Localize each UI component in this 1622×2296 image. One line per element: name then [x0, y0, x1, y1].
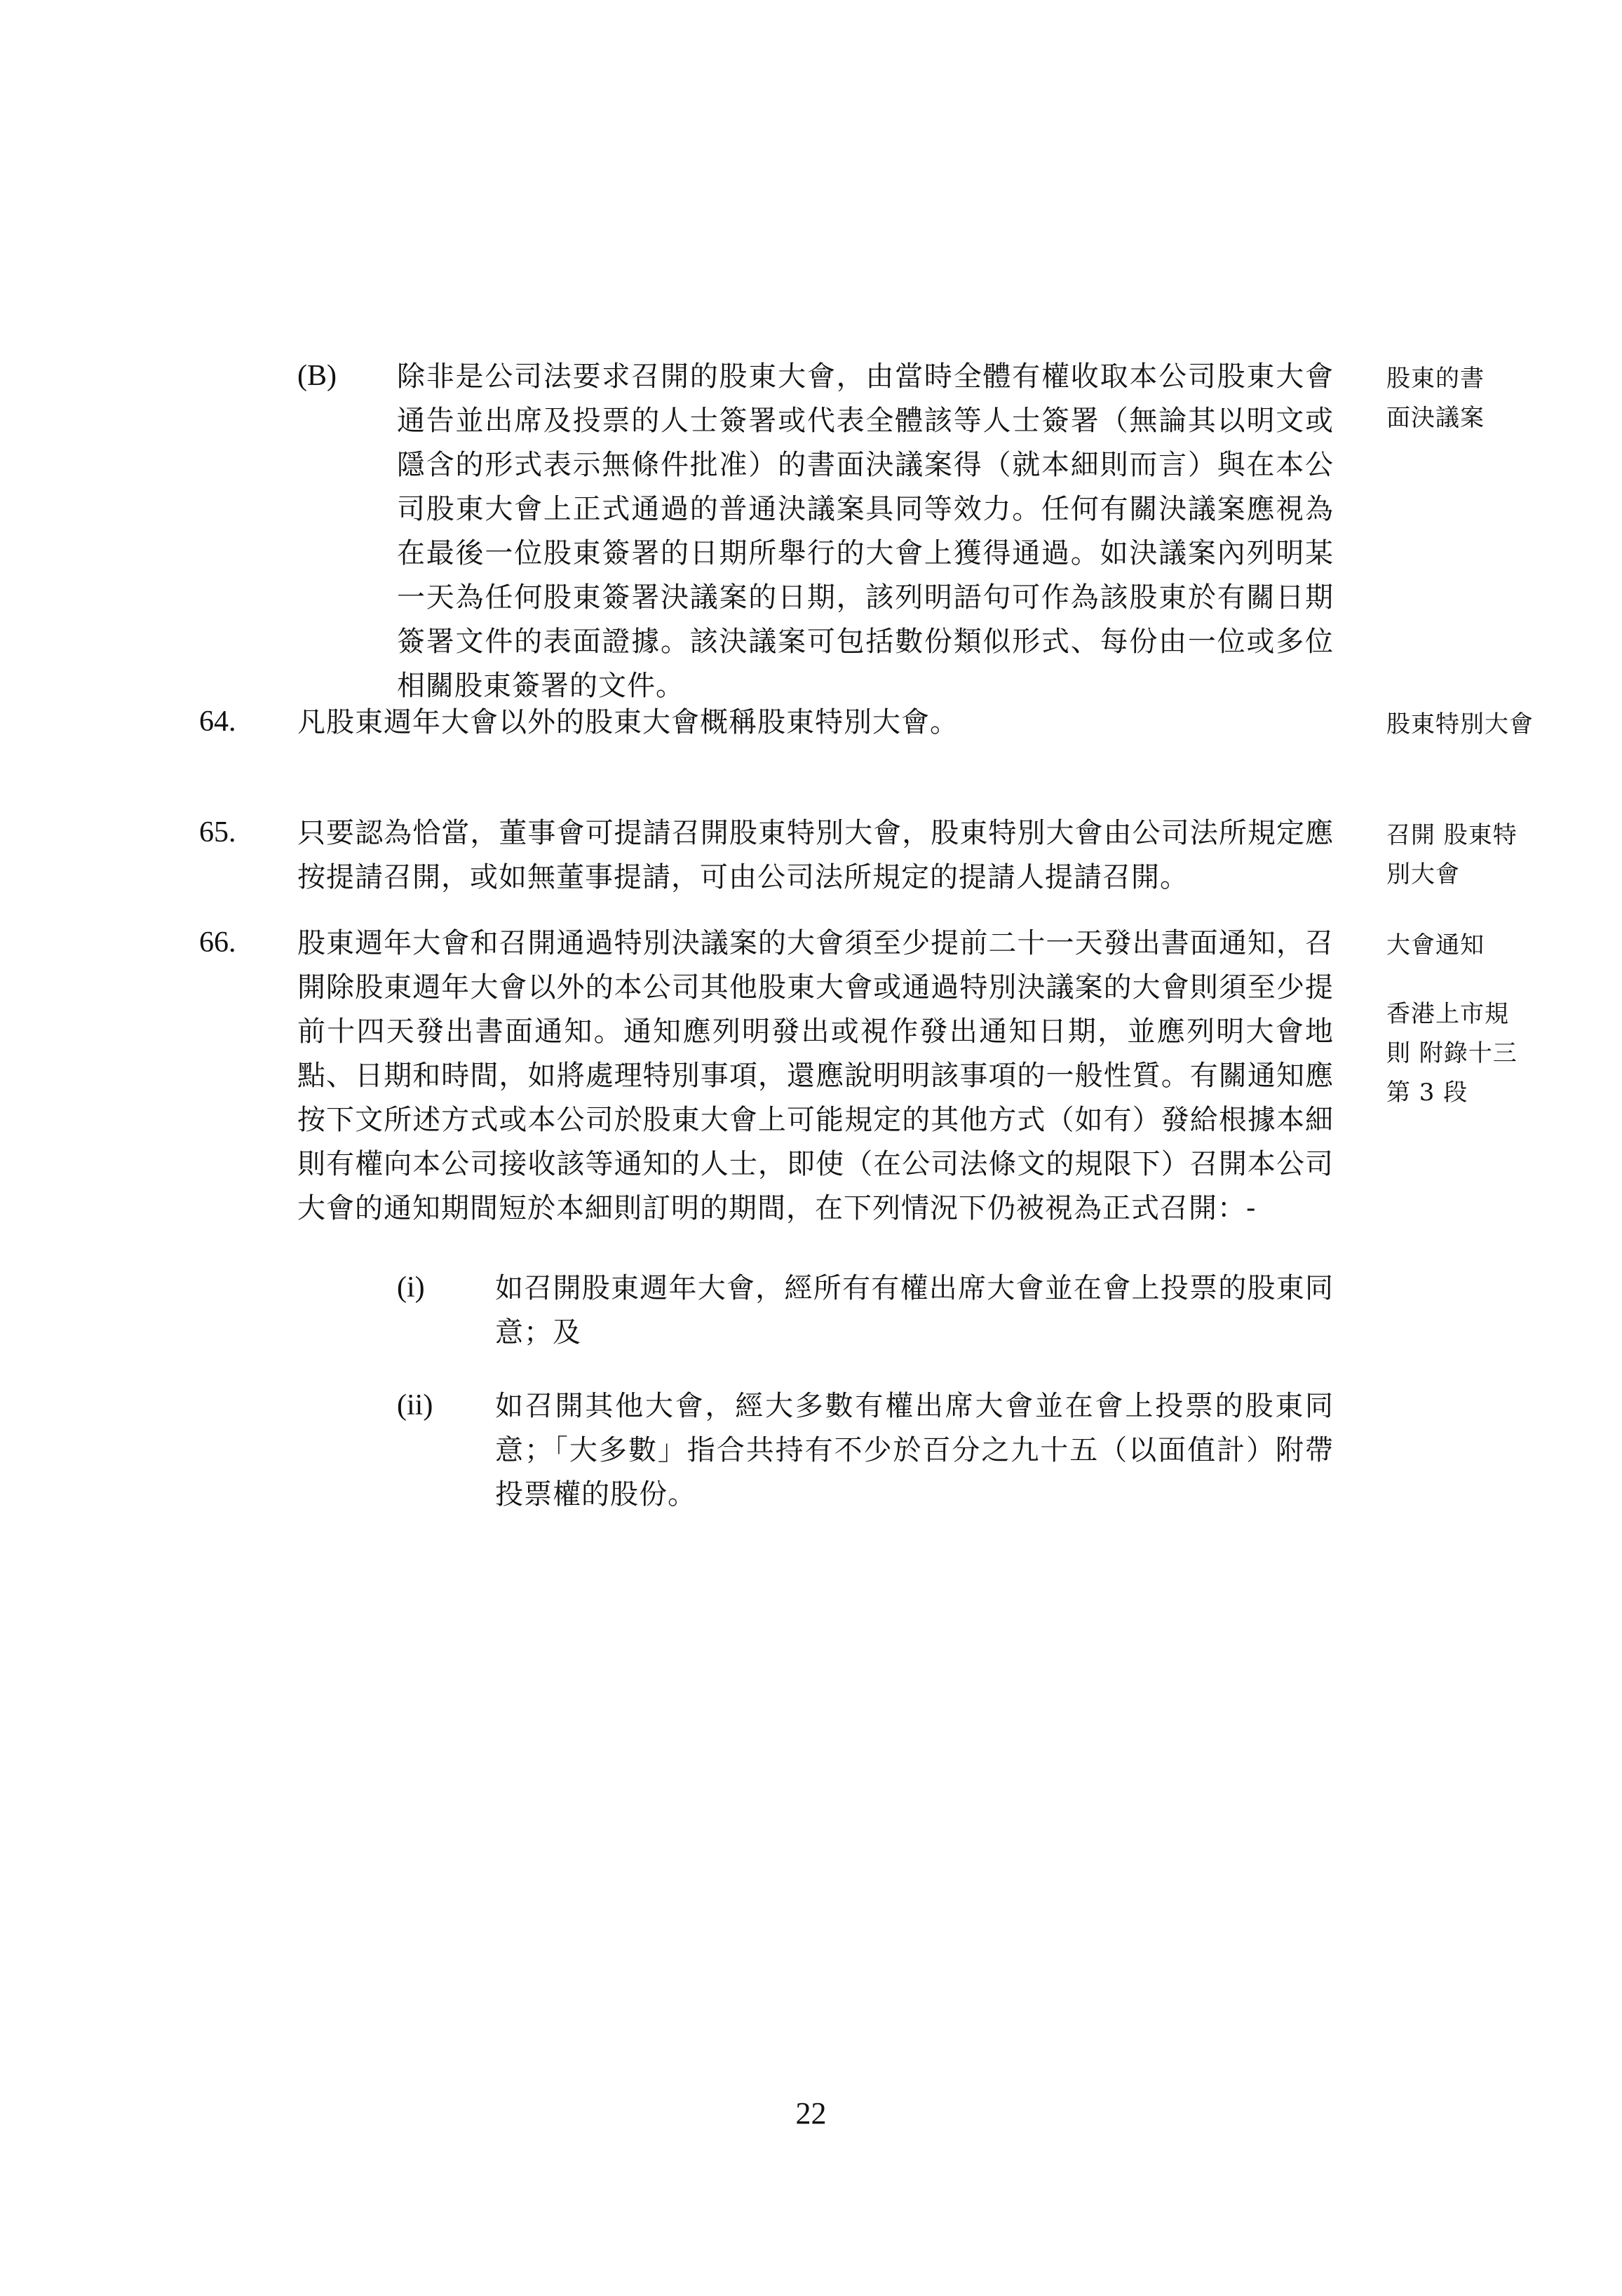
margin-note: 大會通知 [1386, 931, 1485, 959]
paragraph-text: 股東週年大會和召開通過特別決議案的大會須至少提前二十一天發出書面通知，召開除股東週年大會以外的本公司其他股東大會或通過特別決議案的大會則須至少提前十四天發出書面通知。通知應列明發出或視作發出通知日期，並應列明大會地點、日期和時間，如將處理特別事項，還應說明明該事項的一般性質。有關通知應按下文所述方式或本公司於股東大會上可能規定的其他方式（如有）發給根據本細則有權向本公司接收該等通知的人士，即使（在公司法條文的規限下）召開本公司大會的通知期間短於本細則訂明的期間，在下列情況下仍被視為正式召開：- [297, 927, 1334, 1224]
margin-note: 股東特別大會 [1386, 710, 1534, 738]
listing-rule-note: 香港上市規則 附錄十三第 3 段 [1386, 1000, 1518, 1107]
paragraph-number: 64. [199, 705, 236, 738]
paragraph-text: 如召開其他大會，經大多數有權出席大會並在會上投票的股東同意；「大多數」指合共持有不少於百分之九十五（以面值計）附帶投票權的股份。 [495, 1390, 1334, 1511]
margin-note: 股東的書面決議案 [1386, 365, 1485, 432]
paragraph-text: 除非是公司法要求召開的股東大會，由當時全體有權收取本公司股東大會通告並出席及投票的人士簽署或代表全體該等人士簽署（無論其以明文或隱含的形式表示無條件批准）的書面決議案得（就本細則而言）與在本公司股東大會上正式通過的普通決議案具同等效力。任何有關決議案應視為在最後一位股東簽署的日期所舉行的大會上獲得通過。如決議案內列明某一天為任何股東簽署決議案的日期，該列明語句可作為該股東於有關日期簽署文件的表面證據。該決議案可包括數份類似形式、每份由一位或多位相關股東簽署的文件。 [397, 360, 1334, 702]
paragraph-text: 只要認為恰當，董事會可提請召開股東特別大會，股東特別大會由公司法所規定應按提請召開，或如無董事提請，可由公司法所規定的提請人提請召開。 [297, 817, 1334, 893]
paragraph-text: 如召開股東週年大會，經所有有權出席大會並在會上投票的股東同意；及 [495, 1272, 1334, 1349]
paragraph-number: (i) [397, 1271, 425, 1304]
paragraph-number: 65. [199, 816, 236, 849]
paragraph-text: 凡股東週年大會以外的股東大會概稱股東特別大會。 [297, 706, 959, 738]
paragraph-number: 66. [199, 926, 236, 959]
paragraph-number: (ii) [397, 1389, 433, 1422]
paragraph-number: (B) [297, 360, 337, 392]
page-number: 22 [795, 2096, 827, 2130]
margin-note: 召開 股東特別大會 [1386, 821, 1518, 889]
